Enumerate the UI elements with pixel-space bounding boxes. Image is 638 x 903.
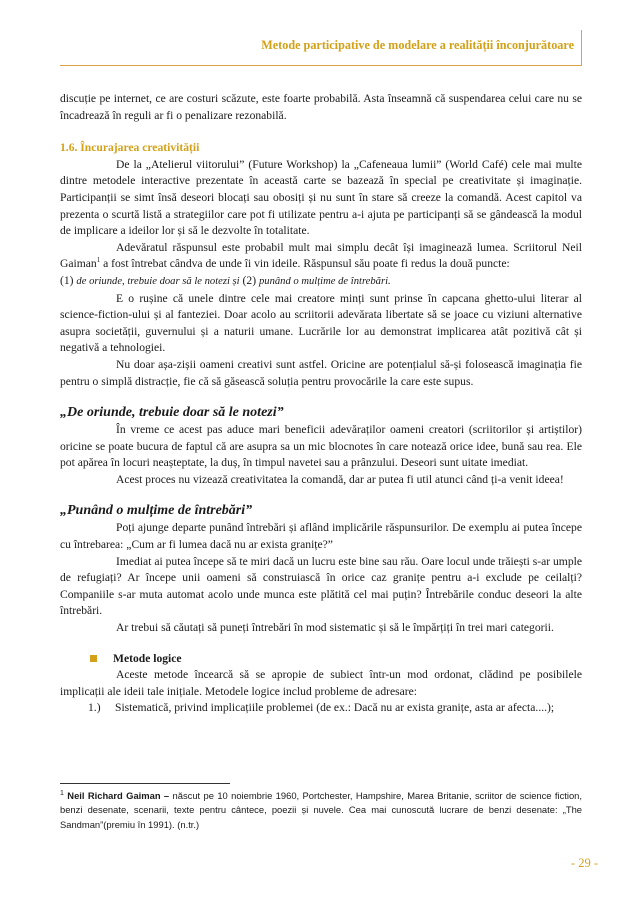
intro-paragraph: discuție pe internet, ce are costuri scăzute, este foarte probabilă. Asta înseamnă că suspendarea celui care nu se încadrează în reguli ar fi o penalizare rezonabilă. bbox=[60, 92, 582, 122]
sub2-paragraph-3: Ar trebui să căutați să puneți întrebări în mod sistematic și să le împărțiți în trei mari categorii. bbox=[116, 621, 554, 635]
key-points bbox=[60, 273, 582, 291]
footnote bbox=[60, 783, 582, 832]
section-paragraph-4: Nu doar așa-zișii oameni creativi sunt astfel. Oricine are potențialul să-și folosească imaginația fie pentru o simplă distracție, fie că să găsească soluția pentru provocările la care este supus. bbox=[60, 357, 582, 388]
section-paragraph-2-b: a fost întrebat cândva de unde îi vin ideile. Răspunsul său poate fi redus la două puncte: bbox=[100, 257, 510, 271]
footnote-ref: 1 bbox=[96, 256, 101, 265]
point-1-num: (1) bbox=[60, 273, 77, 287]
footnote-body: născut pe 10 noiembrie 1960, Portchester, Hampshire, Marea Britanie, scriitor de science fiction, benzi desenate, scenarii, texte pentru cântece, poezii și nuvele. Cea mai cunoscută lucrare de benzi desenate: „The Sandman”(premiu în 1991). (n.tr.) bbox=[60, 790, 582, 830]
header-rule bbox=[60, 65, 582, 66]
footnote-rule bbox=[60, 783, 230, 784]
section-paragraph-1: De la „Atelierul viitorului” (Future Workshop) la „Cafeneaua lumii” (World Café) cele mai multe dintre metodele interactive prezentate în această carte se bazează în special pe creativitate și imaginație. Participanții se simt însă deseori blocați sau obosiți și nu sunt în stare să creeze la comandă. Acest capitol va prezenta o scurtă listă a strategiilor care pot fi utilizate pentru a-i ajuta pe participanți să se gândească la modul de implicare a ideilor lor și să le dezvolte în totalitate. bbox=[60, 157, 582, 238]
sub2-paragraph-2: Imediat ai putea începe să te miri dacă un lucru este bine sau rău. Oare locul unde trăiești s-ar umple de refugiați? Ar începe unii oameni să construiască în orice caz granițe pentru a-i exclude pe ceilalți? Companiile s-ar muta automat acolo unde munca este plătită cel mai puțin? Întrebările conduc deseori la alte întrebări. bbox=[60, 554, 582, 618]
footnote-text bbox=[60, 789, 582, 832]
methods-title: Metode logice bbox=[113, 651, 182, 665]
point-2-text: punând o mulțime de întrebări. bbox=[258, 275, 391, 287]
section-paragraph-2 bbox=[60, 240, 582, 273]
header-title: Metode participative de modelare a realității înconjurătoare bbox=[261, 38, 574, 52]
footnote-number: 1 bbox=[60, 789, 64, 797]
header-vertical-rule bbox=[581, 30, 582, 66]
sub1-paragraph-2: Acest proces nu vizează creativitatea la comandă, dar ar putea fi util atunci când ți-a venit ideea! bbox=[116, 472, 564, 486]
list-item bbox=[88, 700, 582, 717]
page-body bbox=[60, 91, 582, 717]
section-paragraph-2-a: Adevăratul răspunsul este probabil mult mai simplu decât își imaginează lumea. Scriitorul Neil Gaiman bbox=[60, 240, 582, 271]
point-2-num: (2) bbox=[239, 273, 259, 287]
subheading-questions: „Punând o mulțime de întrebări” bbox=[60, 503, 253, 519]
point-1-text: de oriunde, trebuie doar să le notezi și bbox=[76, 275, 240, 287]
page-number: - 29 - bbox=[570, 856, 598, 870]
bullet-square-icon bbox=[90, 655, 97, 662]
methods-paragraph: Aceste metode încearcă să se apropie de subiect într-un mod ordonat, clădind pe posibilele implicații ale ideii tale inițiale. Metodele logice includ probleme de adresare: bbox=[60, 668, 582, 698]
methods-heading bbox=[90, 651, 582, 668]
sub2-paragraph-1: Poți ajunge departe punând întrebări și aflând implicările răspunsurilor. De exemplu ai putea începe cu întrebarea: „Cum ar fi lumea dacă nu ar exista granițe?” bbox=[60, 521, 582, 552]
section-paragraph-3: E o rușine că unele dintre cele mai creatore minți sunt prinse în capcana ghetto-ului literar al science-fiction-ului și al fanteziei. Doar acolo au scriitorii adevărata libertate să se joace cu viziuni alternative asupra societății, guvernului și a naturii umane. Lucrările lor au demonstrat implicarea atât pozitivă cât și negativă a tehnologiei. bbox=[60, 291, 582, 355]
page-header bbox=[60, 30, 582, 66]
section-title: 1.6. Încurajarea creativității bbox=[60, 141, 200, 155]
footnote-name: Neil Richard Gaiman – bbox=[67, 790, 173, 801]
subheading-anywhere: „De oriunde, trebuie doar să le notezi” bbox=[60, 405, 284, 421]
list-item-number: 1.) bbox=[88, 701, 101, 715]
sub1-paragraph-1: În vreme ce acest pas aduce mari beneficii adevăraților oameni creatori (scriitorilor și artiștilor) oricine se poate bucura de faptul că are asupra sa un mic blocnotes în care notează orice idee, bună sau rea. Ele pot apărea în locuri neașteptate, la duș, în timpul navetei sau a prânzului. Deseori sunt uitate imediat. bbox=[60, 423, 582, 470]
list-item-text: Sistematică, privind implicațiile problemei (de ex.: Dacă nu ar exista granițe, asta ar afecta....); bbox=[115, 701, 555, 715]
